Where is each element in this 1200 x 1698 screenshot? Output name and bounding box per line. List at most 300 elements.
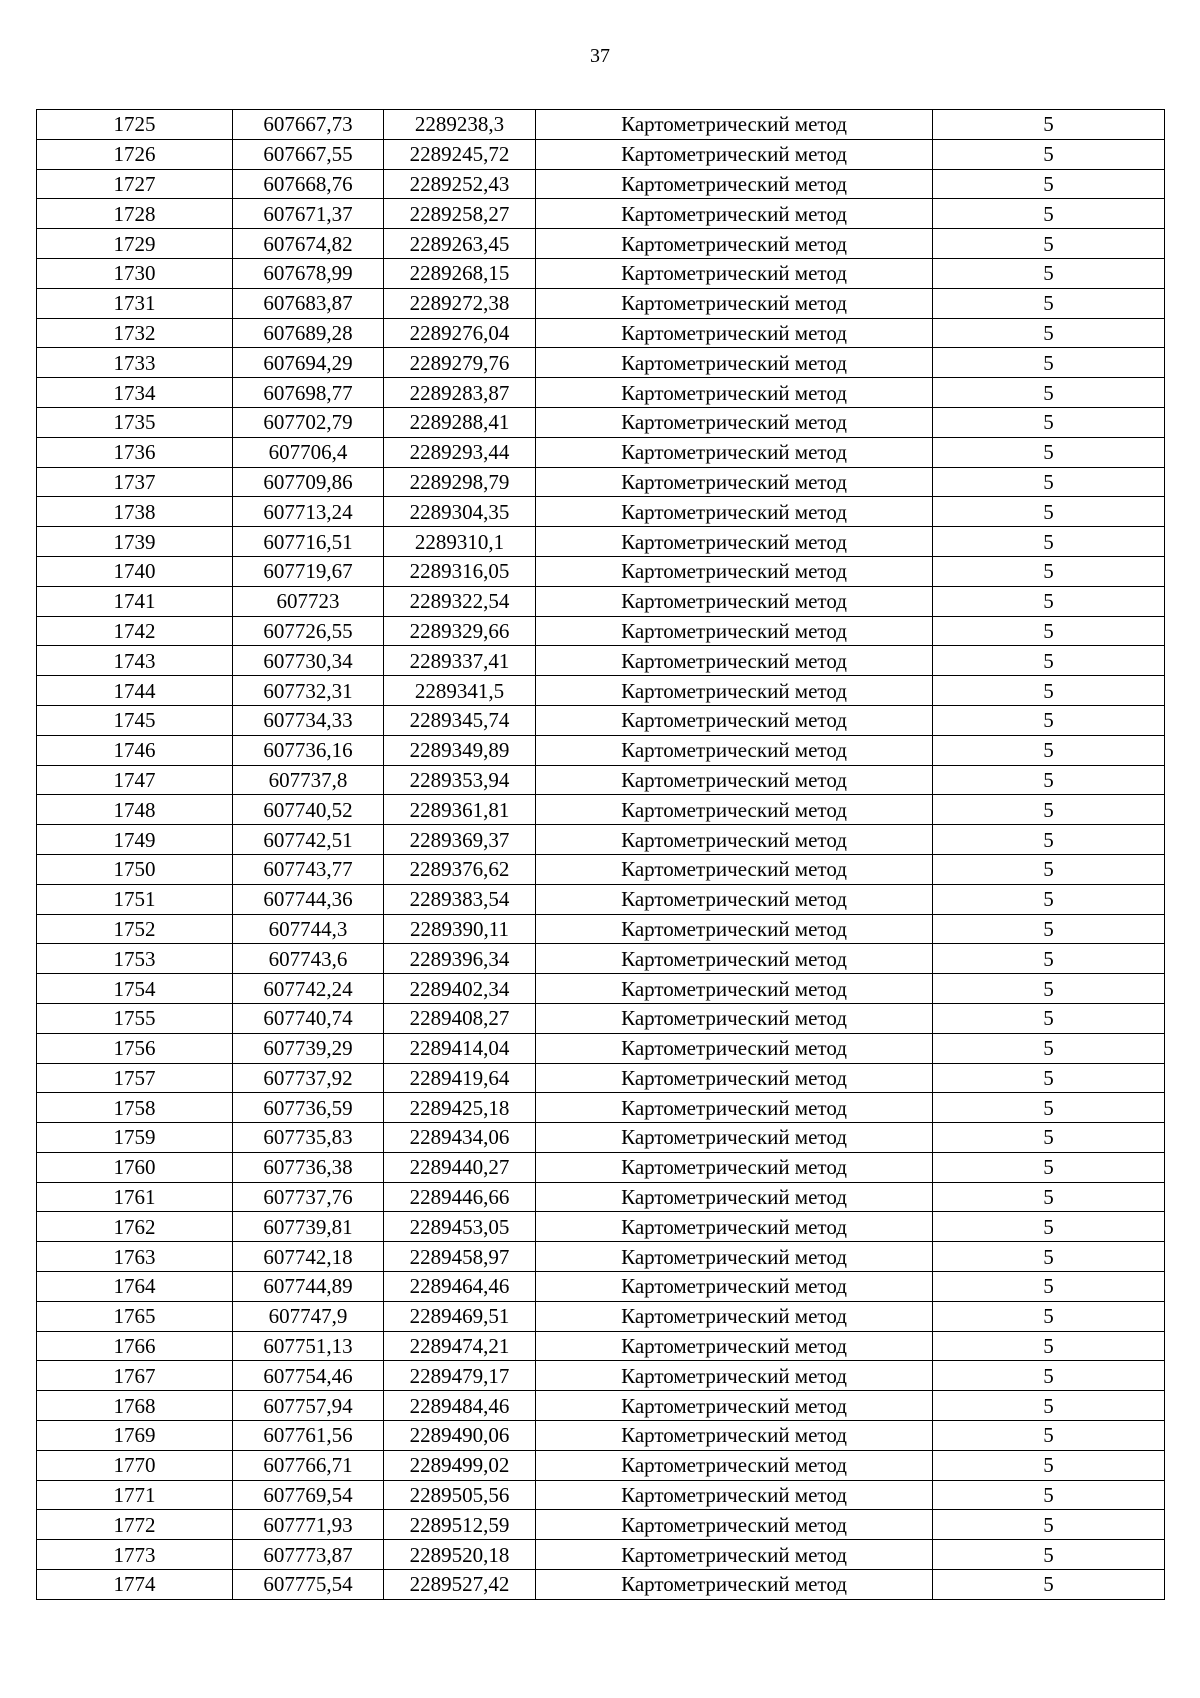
- y-coordinate-cell: 2289383,54: [384, 884, 536, 914]
- y-coordinate-cell: 2289419,64: [384, 1063, 536, 1093]
- x-coordinate-cell: 607671,37: [233, 199, 384, 229]
- point-number-cell: 1769: [37, 1421, 233, 1451]
- point-number-cell: 1729: [37, 229, 233, 259]
- method-cell: Картометрический метод: [536, 1063, 933, 1093]
- point-number-cell: 1743: [37, 646, 233, 676]
- x-coordinate-cell: 607766,71: [233, 1450, 384, 1480]
- method-cell: Картометрический метод: [536, 1123, 933, 1153]
- accuracy-cell: 5: [933, 944, 1165, 974]
- point-number-cell: 1742: [37, 616, 233, 646]
- x-coordinate-cell: 607744,3: [233, 914, 384, 944]
- x-coordinate-cell: 607744,36: [233, 884, 384, 914]
- accuracy-cell: 5: [933, 1212, 1165, 1242]
- x-coordinate-cell: 607743,77: [233, 854, 384, 884]
- y-coordinate-cell: 2289446,66: [384, 1182, 536, 1212]
- table-row: [37, 1421, 1165, 1451]
- table-row: [37, 825, 1165, 855]
- y-coordinate-cell: 2289361,81: [384, 795, 536, 825]
- table-row: [37, 646, 1165, 676]
- point-number-cell: 1725: [37, 110, 233, 140]
- method-cell: Картометрический метод: [536, 735, 933, 765]
- table-row: [37, 437, 1165, 467]
- method-cell: Картометрический метод: [536, 1152, 933, 1182]
- y-coordinate-cell: 2289341,5: [384, 676, 536, 706]
- accuracy-cell: 5: [933, 229, 1165, 259]
- x-coordinate-cell: 607702,79: [233, 407, 384, 437]
- accuracy-cell: 5: [933, 1242, 1165, 1272]
- x-coordinate-cell: 607667,73: [233, 110, 384, 140]
- y-coordinate-cell: 2289310,1: [384, 527, 536, 557]
- table-row: [37, 169, 1165, 199]
- point-number-cell: 1728: [37, 199, 233, 229]
- method-cell: Картометрический метод: [536, 110, 933, 140]
- point-number-cell: 1730: [37, 258, 233, 288]
- accuracy-cell: 5: [933, 1093, 1165, 1123]
- point-number-cell: 1736: [37, 437, 233, 467]
- method-cell: Картометрический метод: [536, 646, 933, 676]
- accuracy-cell: 5: [933, 288, 1165, 318]
- x-coordinate-cell: 607683,87: [233, 288, 384, 318]
- accuracy-cell: 5: [933, 735, 1165, 765]
- table-row: [37, 795, 1165, 825]
- x-coordinate-cell: 607734,33: [233, 705, 384, 735]
- y-coordinate-cell: 2289390,11: [384, 914, 536, 944]
- table-row: [37, 497, 1165, 527]
- y-coordinate-cell: 2289337,41: [384, 646, 536, 676]
- y-coordinate-cell: 2289345,74: [384, 705, 536, 735]
- point-number-cell: 1733: [37, 348, 233, 378]
- table-row: [37, 974, 1165, 1004]
- method-cell: Картометрический метод: [536, 616, 933, 646]
- accuracy-cell: 5: [933, 556, 1165, 586]
- x-coordinate-cell: 607674,82: [233, 229, 384, 259]
- method-cell: Картометрический метод: [536, 1182, 933, 1212]
- x-coordinate-cell: 607730,34: [233, 646, 384, 676]
- accuracy-cell: 5: [933, 765, 1165, 795]
- x-coordinate-cell: 607737,8: [233, 765, 384, 795]
- method-cell: Картометрический метод: [536, 1331, 933, 1361]
- table-row: [37, 556, 1165, 586]
- table-row: [37, 1540, 1165, 1570]
- point-number-cell: 1772: [37, 1510, 233, 1540]
- method-cell: Картометрический метод: [536, 258, 933, 288]
- table-row: [37, 378, 1165, 408]
- x-coordinate-cell: 607735,83: [233, 1123, 384, 1153]
- accuracy-cell: 5: [933, 1480, 1165, 1510]
- method-cell: Картометрический метод: [536, 407, 933, 437]
- x-coordinate-cell: 607736,16: [233, 735, 384, 765]
- accuracy-cell: 5: [933, 1272, 1165, 1302]
- accuracy-cell: 5: [933, 169, 1165, 199]
- accuracy-cell: 5: [933, 1301, 1165, 1331]
- point-number-cell: 1757: [37, 1063, 233, 1093]
- method-cell: Картометрический метод: [536, 169, 933, 199]
- table-row: [37, 735, 1165, 765]
- table-row: [37, 1301, 1165, 1331]
- point-number-cell: 1737: [37, 467, 233, 497]
- y-coordinate-cell: 2289408,27: [384, 1003, 536, 1033]
- point-number-cell: 1738: [37, 497, 233, 527]
- point-number-cell: 1752: [37, 914, 233, 944]
- method-cell: Картометрический метод: [536, 378, 933, 408]
- x-coordinate-cell: 607706,4: [233, 437, 384, 467]
- table-row: [37, 258, 1165, 288]
- point-number-cell: 1735: [37, 407, 233, 437]
- y-coordinate-cell: 2289458,97: [384, 1242, 536, 1272]
- accuracy-cell: 5: [933, 1540, 1165, 1570]
- y-coordinate-cell: 2289316,05: [384, 556, 536, 586]
- method-cell: Картометрический метод: [536, 1421, 933, 1451]
- y-coordinate-cell: 2289298,79: [384, 467, 536, 497]
- y-coordinate-cell: 2289520,18: [384, 1540, 536, 1570]
- accuracy-cell: 5: [933, 974, 1165, 1004]
- method-cell: Картометрический метод: [536, 1510, 933, 1540]
- table-row: [37, 527, 1165, 557]
- point-number-cell: 1764: [37, 1272, 233, 1302]
- x-coordinate-cell: 607732,31: [233, 676, 384, 706]
- accuracy-cell: 5: [933, 1123, 1165, 1153]
- table-row: [37, 110, 1165, 140]
- y-coordinate-cell: 2289527,42: [384, 1570, 536, 1600]
- accuracy-cell: 5: [933, 1033, 1165, 1063]
- accuracy-cell: 5: [933, 1361, 1165, 1391]
- method-cell: Картометрический метод: [536, 556, 933, 586]
- table-row: [37, 199, 1165, 229]
- point-number-cell: 1739: [37, 527, 233, 557]
- point-number-cell: 1768: [37, 1391, 233, 1421]
- x-coordinate-cell: 607719,67: [233, 556, 384, 586]
- table-row: [37, 1242, 1165, 1272]
- point-number-cell: 1751: [37, 884, 233, 914]
- table-row: [37, 139, 1165, 169]
- point-number-cell: 1748: [37, 795, 233, 825]
- table-row: [37, 1272, 1165, 1302]
- y-coordinate-cell: 2289474,21: [384, 1331, 536, 1361]
- y-coordinate-cell: 2289293,44: [384, 437, 536, 467]
- x-coordinate-cell: 607737,92: [233, 1063, 384, 1093]
- x-coordinate-cell: 607740,52: [233, 795, 384, 825]
- method-cell: Картометрический метод: [536, 497, 933, 527]
- accuracy-cell: 5: [933, 884, 1165, 914]
- x-coordinate-cell: 607771,93: [233, 1510, 384, 1540]
- y-coordinate-cell: 2289396,34: [384, 944, 536, 974]
- accuracy-cell: 5: [933, 258, 1165, 288]
- y-coordinate-cell: 2289272,38: [384, 288, 536, 318]
- accuracy-cell: 5: [933, 825, 1165, 855]
- method-cell: Картометрический метод: [536, 1003, 933, 1033]
- table-row: [37, 1003, 1165, 1033]
- method-cell: Картометрический метод: [536, 229, 933, 259]
- point-number-cell: 1761: [37, 1182, 233, 1212]
- y-coordinate-cell: 2289490,06: [384, 1421, 536, 1451]
- accuracy-cell: 5: [933, 854, 1165, 884]
- x-coordinate-cell: 607694,29: [233, 348, 384, 378]
- accuracy-cell: 5: [933, 1421, 1165, 1451]
- point-number-cell: 1744: [37, 676, 233, 706]
- point-number-cell: 1766: [37, 1331, 233, 1361]
- x-coordinate-cell: 607751,13: [233, 1331, 384, 1361]
- accuracy-cell: 5: [933, 1003, 1165, 1033]
- table-row: [37, 1182, 1165, 1212]
- table-row: [37, 1510, 1165, 1540]
- x-coordinate-cell: 607761,56: [233, 1421, 384, 1451]
- page-number: 37: [590, 45, 610, 67]
- point-number-cell: 1773: [37, 1540, 233, 1570]
- y-coordinate-cell: 2289505,56: [384, 1480, 536, 1510]
- y-coordinate-cell: 2289425,18: [384, 1093, 536, 1123]
- method-cell: Картометрический метод: [536, 1272, 933, 1302]
- method-cell: Картометрический метод: [536, 467, 933, 497]
- y-coordinate-cell: 2289329,66: [384, 616, 536, 646]
- method-cell: Картометрический метод: [536, 765, 933, 795]
- x-coordinate-cell: 607775,54: [233, 1570, 384, 1600]
- x-coordinate-cell: 607698,77: [233, 378, 384, 408]
- y-coordinate-cell: 2289464,46: [384, 1272, 536, 1302]
- coordinates-table-body: [37, 110, 1165, 1600]
- point-number-cell: 1755: [37, 1003, 233, 1033]
- point-number-cell: 1767: [37, 1361, 233, 1391]
- table-row: [37, 1391, 1165, 1421]
- method-cell: Картометрический метод: [536, 348, 933, 378]
- method-cell: Картометрический метод: [536, 705, 933, 735]
- y-coordinate-cell: 2289499,02: [384, 1450, 536, 1480]
- point-number-cell: 1740: [37, 556, 233, 586]
- point-number-cell: 1741: [37, 586, 233, 616]
- method-cell: Картометрический метод: [536, 139, 933, 169]
- accuracy-cell: 5: [933, 676, 1165, 706]
- point-number-cell: 1759: [37, 1123, 233, 1153]
- x-coordinate-cell: 607740,74: [233, 1003, 384, 1033]
- table-row: [37, 616, 1165, 646]
- x-coordinate-cell: 607742,24: [233, 974, 384, 1004]
- table-row: [37, 1212, 1165, 1242]
- accuracy-cell: 5: [933, 795, 1165, 825]
- method-cell: Картометрический метод: [536, 914, 933, 944]
- x-coordinate-cell: 607736,38: [233, 1152, 384, 1182]
- method-cell: Картометрический метод: [536, 437, 933, 467]
- x-coordinate-cell: 607757,94: [233, 1391, 384, 1421]
- table-row: [37, 586, 1165, 616]
- accuracy-cell: 5: [933, 616, 1165, 646]
- y-coordinate-cell: 2289434,06: [384, 1123, 536, 1153]
- method-cell: Картометрический метод: [536, 676, 933, 706]
- point-number-cell: 1756: [37, 1033, 233, 1063]
- table-row: [37, 1063, 1165, 1093]
- table-row: [37, 884, 1165, 914]
- table-row: [37, 1033, 1165, 1063]
- y-coordinate-cell: 2289288,41: [384, 407, 536, 437]
- method-cell: Картометрический метод: [536, 527, 933, 557]
- x-coordinate-cell: 607747,9: [233, 1301, 384, 1331]
- y-coordinate-cell: 2289238,3: [384, 110, 536, 140]
- point-number-cell: 1770: [37, 1450, 233, 1480]
- x-coordinate-cell: 607739,81: [233, 1212, 384, 1242]
- method-cell: Картометрический метод: [536, 1033, 933, 1063]
- accuracy-cell: 5: [933, 1063, 1165, 1093]
- coordinates-table: [36, 109, 1165, 1600]
- table-row: [37, 854, 1165, 884]
- table-row: [37, 1450, 1165, 1480]
- table-row: [37, 1152, 1165, 1182]
- table-row: [37, 944, 1165, 974]
- method-cell: Картометрический метод: [536, 854, 933, 884]
- y-coordinate-cell: 2289469,51: [384, 1301, 536, 1331]
- point-number-cell: 1758: [37, 1093, 233, 1123]
- y-coordinate-cell: 2289276,04: [384, 318, 536, 348]
- point-number-cell: 1750: [37, 854, 233, 884]
- accuracy-cell: 5: [933, 1570, 1165, 1600]
- accuracy-cell: 5: [933, 199, 1165, 229]
- accuracy-cell: 5: [933, 497, 1165, 527]
- point-number-cell: 1734: [37, 378, 233, 408]
- accuracy-cell: 5: [933, 1450, 1165, 1480]
- y-coordinate-cell: 2289245,72: [384, 139, 536, 169]
- x-coordinate-cell: 607773,87: [233, 1540, 384, 1570]
- table-row: [37, 765, 1165, 795]
- table-row: [37, 1570, 1165, 1600]
- y-coordinate-cell: 2289369,37: [384, 825, 536, 855]
- method-cell: Картометрический метод: [536, 944, 933, 974]
- method-cell: Картометрический метод: [536, 1391, 933, 1421]
- y-coordinate-cell: 2289512,59: [384, 1510, 536, 1540]
- x-coordinate-cell: 607742,51: [233, 825, 384, 855]
- x-coordinate-cell: 607723: [233, 586, 384, 616]
- method-cell: Картометрический метод: [536, 1301, 933, 1331]
- accuracy-cell: 5: [933, 378, 1165, 408]
- point-number-cell: 1774: [37, 1570, 233, 1600]
- point-number-cell: 1771: [37, 1480, 233, 1510]
- table-row: [37, 467, 1165, 497]
- accuracy-cell: 5: [933, 348, 1165, 378]
- point-number-cell: 1763: [37, 1242, 233, 1272]
- x-coordinate-cell: 607744,89: [233, 1272, 384, 1302]
- table-row: [37, 407, 1165, 437]
- accuracy-cell: 5: [933, 1510, 1165, 1540]
- accuracy-cell: 5: [933, 110, 1165, 140]
- method-cell: Картометрический метод: [536, 1242, 933, 1272]
- y-coordinate-cell: 2289322,54: [384, 586, 536, 616]
- accuracy-cell: 5: [933, 527, 1165, 557]
- x-coordinate-cell: 607667,55: [233, 139, 384, 169]
- x-coordinate-cell: 607769,54: [233, 1480, 384, 1510]
- x-coordinate-cell: 607689,28: [233, 318, 384, 348]
- y-coordinate-cell: 2289258,27: [384, 199, 536, 229]
- method-cell: Картометрический метод: [536, 1361, 933, 1391]
- accuracy-cell: 5: [933, 1152, 1165, 1182]
- y-coordinate-cell: 2289402,34: [384, 974, 536, 1004]
- x-coordinate-cell: 607742,18: [233, 1242, 384, 1272]
- point-number-cell: 1749: [37, 825, 233, 855]
- table-row: [37, 1361, 1165, 1391]
- x-coordinate-cell: 607678,99: [233, 258, 384, 288]
- table-row: [37, 1480, 1165, 1510]
- table-row: [37, 229, 1165, 259]
- x-coordinate-cell: 607739,29: [233, 1033, 384, 1063]
- method-cell: Картометрический метод: [536, 318, 933, 348]
- table-row: [37, 914, 1165, 944]
- point-number-cell: 1745: [37, 705, 233, 735]
- x-coordinate-cell: 607754,46: [233, 1361, 384, 1391]
- y-coordinate-cell: 2289376,62: [384, 854, 536, 884]
- point-number-cell: 1753: [37, 944, 233, 974]
- table-row: [37, 288, 1165, 318]
- table-row: [37, 1123, 1165, 1153]
- method-cell: Картометрический метод: [536, 974, 933, 1004]
- y-coordinate-cell: 2289349,89: [384, 735, 536, 765]
- y-coordinate-cell: 2289453,05: [384, 1212, 536, 1242]
- y-coordinate-cell: 2289283,87: [384, 378, 536, 408]
- table-row: [37, 348, 1165, 378]
- accuracy-cell: 5: [933, 437, 1165, 467]
- method-cell: Картометрический метод: [536, 1093, 933, 1123]
- x-coordinate-cell: 607713,24: [233, 497, 384, 527]
- method-cell: Картометрический метод: [536, 1540, 933, 1570]
- method-cell: Картометрический метод: [536, 1212, 933, 1242]
- accuracy-cell: 5: [933, 705, 1165, 735]
- y-coordinate-cell: 2289353,94: [384, 765, 536, 795]
- x-coordinate-cell: 607716,51: [233, 527, 384, 557]
- method-cell: Картометрический метод: [536, 825, 933, 855]
- y-coordinate-cell: 2289304,35: [384, 497, 536, 527]
- accuracy-cell: 5: [933, 407, 1165, 437]
- y-coordinate-cell: 2289268,15: [384, 258, 536, 288]
- y-coordinate-cell: 2289440,27: [384, 1152, 536, 1182]
- method-cell: Картометрический метод: [536, 199, 933, 229]
- accuracy-cell: 5: [933, 1391, 1165, 1421]
- point-number-cell: 1747: [37, 765, 233, 795]
- table-row: [37, 1093, 1165, 1123]
- method-cell: Картометрический метод: [536, 884, 933, 914]
- accuracy-cell: 5: [933, 318, 1165, 348]
- x-coordinate-cell: 607668,76: [233, 169, 384, 199]
- point-number-cell: 1731: [37, 288, 233, 318]
- accuracy-cell: 5: [933, 467, 1165, 497]
- point-number-cell: 1765: [37, 1301, 233, 1331]
- point-number-cell: 1727: [37, 169, 233, 199]
- y-coordinate-cell: 2289414,04: [384, 1033, 536, 1063]
- y-coordinate-cell: 2289479,17: [384, 1361, 536, 1391]
- y-coordinate-cell: 2289263,45: [384, 229, 536, 259]
- table-row: [37, 1331, 1165, 1361]
- x-coordinate-cell: 607709,86: [233, 467, 384, 497]
- accuracy-cell: 5: [933, 646, 1165, 676]
- y-coordinate-cell: 2289484,46: [384, 1391, 536, 1421]
- accuracy-cell: 5: [933, 586, 1165, 616]
- x-coordinate-cell: 607736,59: [233, 1093, 384, 1123]
- accuracy-cell: 5: [933, 1331, 1165, 1361]
- table-row: [37, 676, 1165, 706]
- point-number-cell: 1760: [37, 1152, 233, 1182]
- method-cell: Картометрический метод: [536, 1570, 933, 1600]
- table-row: [37, 705, 1165, 735]
- method-cell: Картометрический метод: [536, 288, 933, 318]
- x-coordinate-cell: 607743,6: [233, 944, 384, 974]
- y-coordinate-cell: 2289252,43: [384, 169, 536, 199]
- method-cell: Картометрический метод: [536, 795, 933, 825]
- method-cell: Картометрический метод: [536, 586, 933, 616]
- y-coordinate-cell: 2289279,76: [384, 348, 536, 378]
- accuracy-cell: 5: [933, 139, 1165, 169]
- point-number-cell: 1746: [37, 735, 233, 765]
- x-coordinate-cell: 607737,76: [233, 1182, 384, 1212]
- x-coordinate-cell: 607726,55: [233, 616, 384, 646]
- point-number-cell: 1726: [37, 139, 233, 169]
- accuracy-cell: 5: [933, 914, 1165, 944]
- point-number-cell: 1762: [37, 1212, 233, 1242]
- table-row: [37, 318, 1165, 348]
- method-cell: Картометрический метод: [536, 1480, 933, 1510]
- point-number-cell: 1732: [37, 318, 233, 348]
